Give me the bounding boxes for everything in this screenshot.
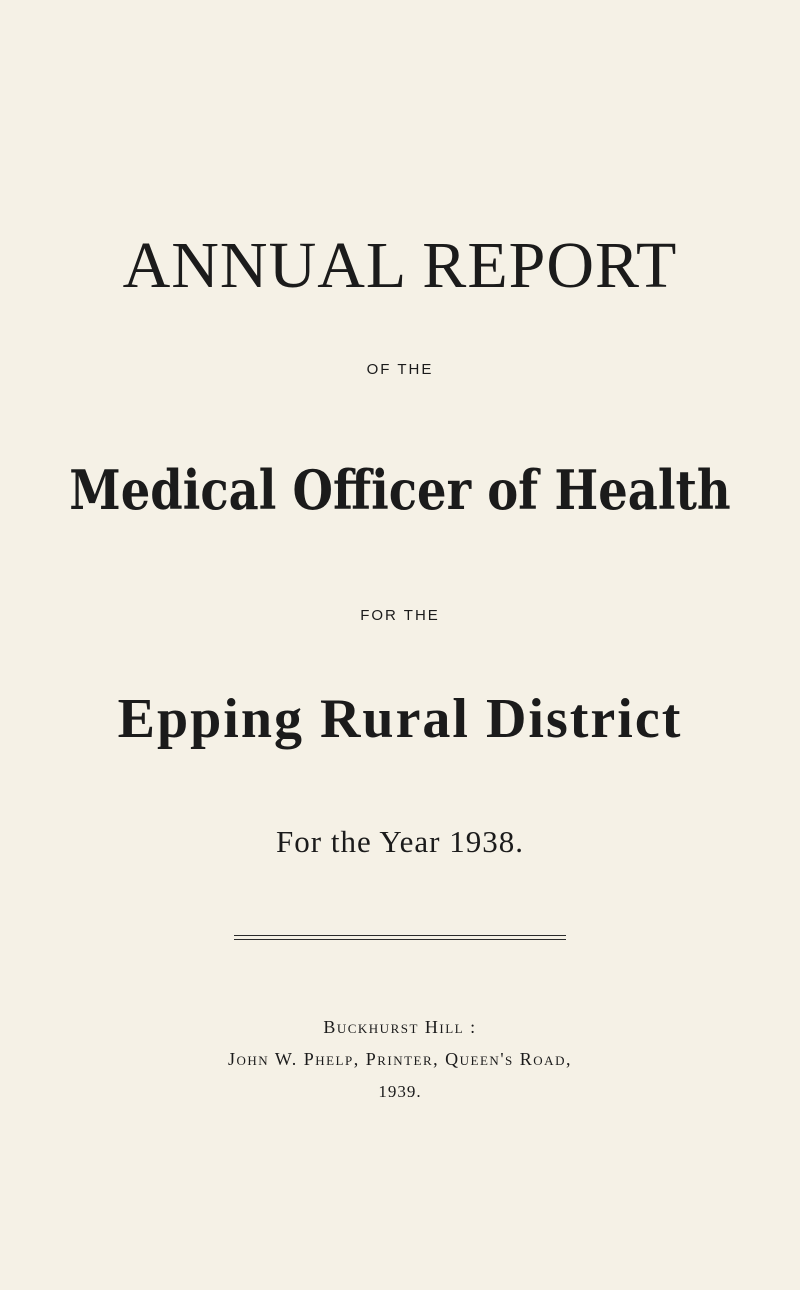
- imprint-printer: John W. Phelp, Printer, Queen's Road,: [228, 1049, 572, 1069]
- of-the-label: OF THE: [366, 361, 434, 378]
- report-title: ANNUAL REPORT: [122, 229, 678, 302]
- divider-rule-bottom: [234, 939, 566, 940]
- imprint-year: 1939.: [378, 1082, 422, 1101]
- district-name: Epping Rural District: [117, 688, 683, 750]
- imprint-place: Buckhurst Hill :: [323, 1017, 477, 1037]
- for-the-label: FOR THE: [360, 607, 440, 624]
- officer-title: Medical Officer of Health: [69, 458, 731, 522]
- report-year: For the Year 1938.: [276, 824, 524, 859]
- divider-rule-top: [234, 935, 566, 936]
